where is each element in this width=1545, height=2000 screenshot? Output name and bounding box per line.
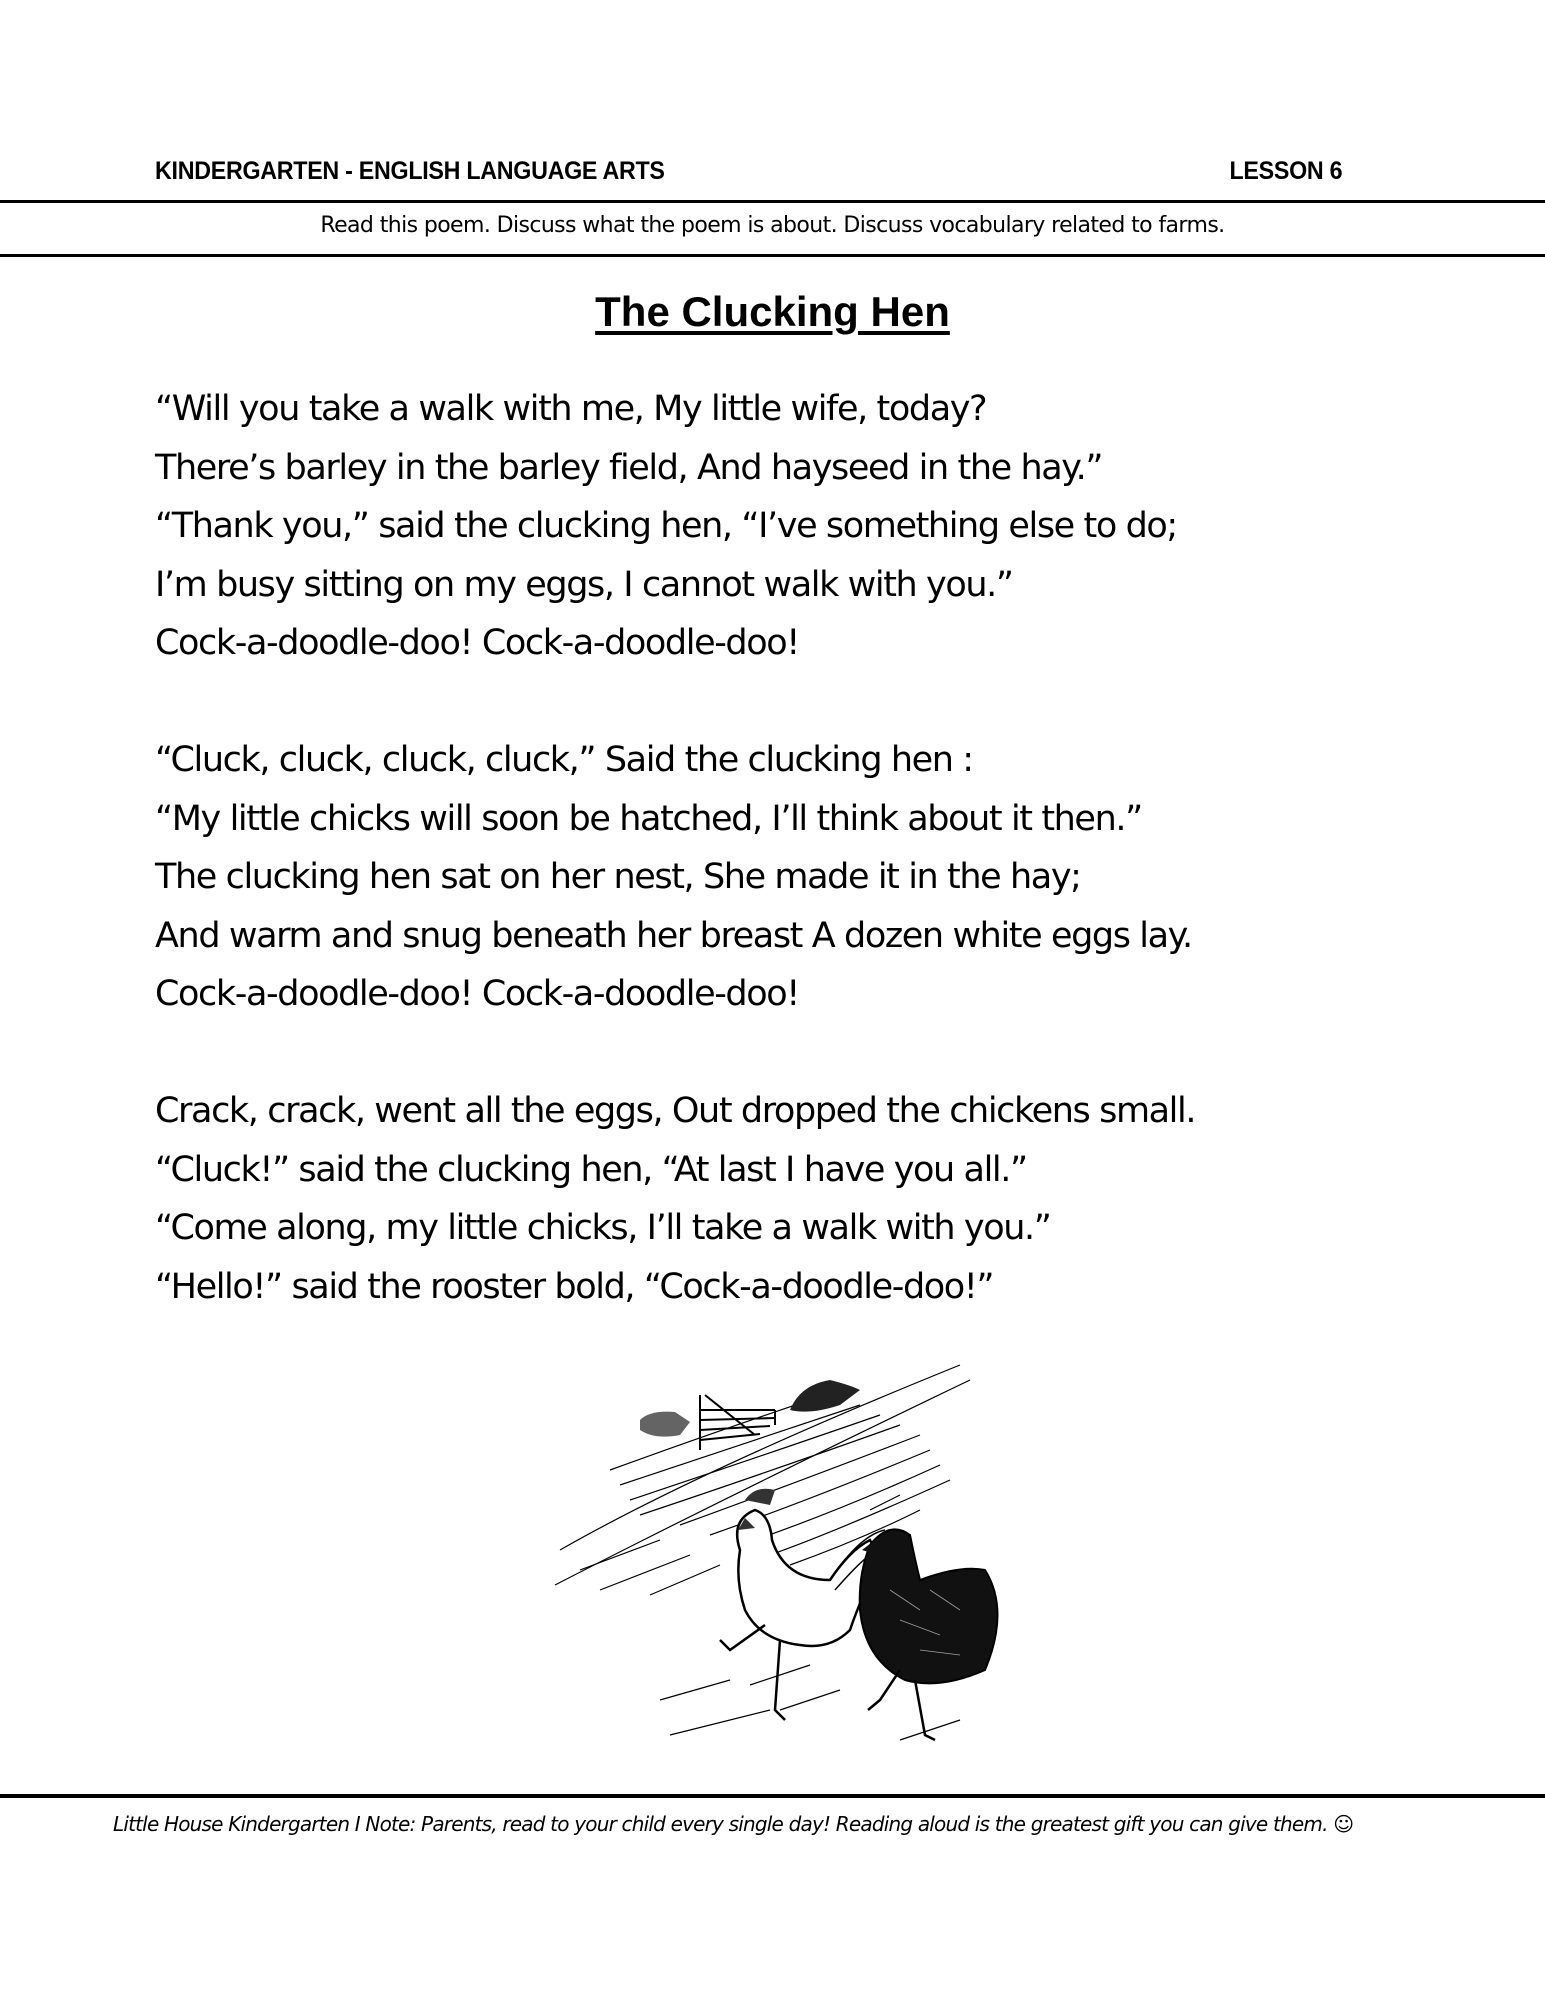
poem-stanza-1: [155, 380, 1405, 673]
poem-line: “Hello!” said the rooster bold, “Cock-a-doodle-doo!”: [155, 1266, 994, 1307]
bush-icon: [640, 1380, 860, 1437]
poem-line: “Cluck!” said the clucking hen, “At last I have you all.”: [155, 1149, 1027, 1190]
instruction-divider: [0, 254, 1545, 257]
poem-line: Cock-a-doodle-doo! Cock-a-doodle-doo!: [155, 974, 799, 1015]
poem-stanza-2: [155, 731, 1405, 1024]
poem-line: I’m busy sitting on my eggs, I cannot walk with you.”: [155, 564, 1013, 605]
farm-scene-icon: [540, 1350, 1010, 1760]
poem-line: “My little chicks will soon be hatched, I’ll think about it then.”: [155, 798, 1142, 839]
lesson-number: LESSON 6: [1229, 156, 1342, 185]
gate-icon: [700, 1395, 775, 1450]
poem-line: Cock-a-doodle-doo! Cock-a-doodle-doo!: [155, 623, 799, 664]
poem-line: “Thank you,” said the clucking hen, “I’ve something else to do;: [155, 506, 1177, 547]
poem-line: There’s barley in the barley field, And hayseed in the hay.”: [155, 447, 1103, 488]
poem-line: Crack, crack, went all the eggs, Out dropped the chickens small.: [155, 1090, 1196, 1131]
poem-line: “Cluck, cluck, cluck, cluck,” Said the clucking hen :: [155, 739, 973, 780]
poem-title: The Clucking Hen: [595, 288, 950, 335]
poem-line: “Come along, my little chicks, I’ll take a walk with you.”: [155, 1208, 1051, 1249]
poem-line: The clucking hen sat on her nest, She made it in the hay;: [155, 857, 1081, 898]
page-header: [155, 153, 1342, 189]
footer-divider: [0, 1794, 1545, 1798]
poem-stanza-3: [155, 1082, 1405, 1316]
instruction-text: Read this poem. Discuss what the poem is about. Discuss vocabulary related to farms.: [320, 213, 1225, 238]
header-divider: [0, 200, 1545, 203]
poem-line: And warm and snug beneath her breast A dozen white eggs lay.: [155, 915, 1192, 956]
rooster-and-hen-illustration: [540, 1350, 1010, 1760]
poem-line: “Will you take a walk with me, My little wife, today?: [155, 389, 987, 429]
footer-note: Little House Kindergarten I Note: Parents, read to your child every single day! Reading aloud is the greatest gift you can give them. ☺: [113, 1812, 1354, 1836]
subject-heading: KINDERGARTEN - ENGLISH LANGUAGE ARTS: [155, 156, 665, 185]
hen-icon: [860, 1529, 998, 1740]
poem-body: [155, 380, 1405, 1374]
